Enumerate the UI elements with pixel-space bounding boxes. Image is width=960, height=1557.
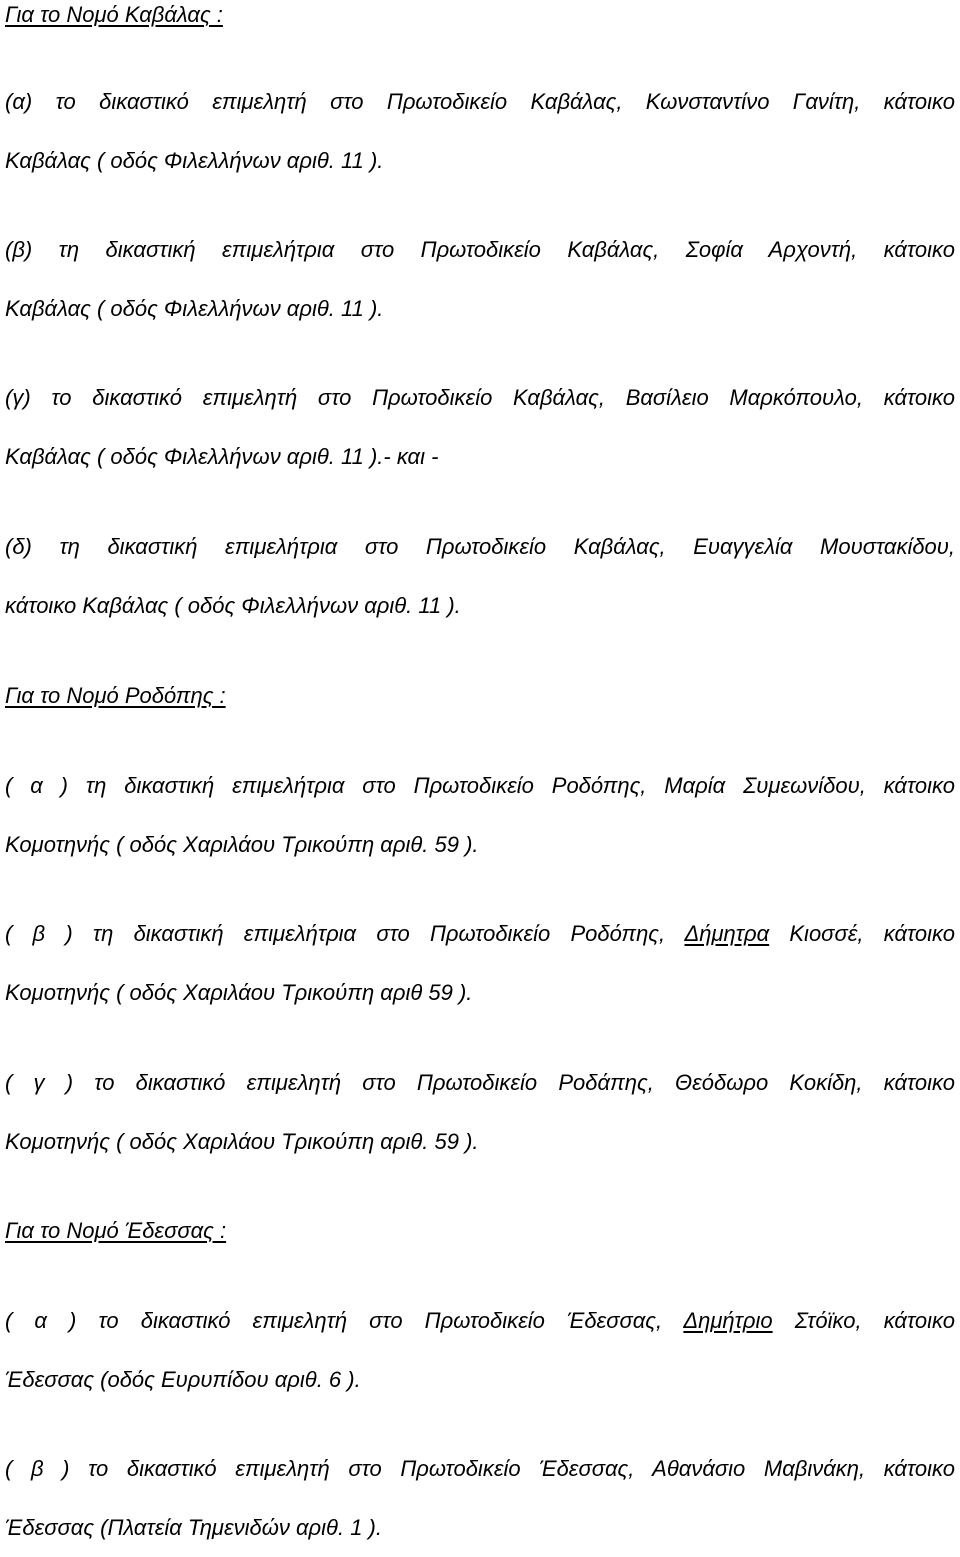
underlined-name: Δήμητρα xyxy=(684,921,770,946)
entry-line: (γ) το δικαστικό επιμελητή στο Πρωτοδικείο Καβάλας, Βασίλειο Μαρκόπουλο, κάτοικο xyxy=(5,385,955,410)
entry-kavala-d xyxy=(5,517,955,635)
entry-line: (α) το δικαστικό επιμελητή στο Πρωτοδικείο Καβάλας, Κωνσταντίνο Γανίτη, κάτοικο xyxy=(5,89,955,114)
heading-text: Για το Νομό Έδεσσας : xyxy=(5,1218,227,1243)
entry-rodopi-b xyxy=(5,904,955,1022)
entry-text: Κιοσσέ, κάτοικο xyxy=(769,921,956,946)
entry-line: Κομοτηνής ( οδός Χαριλάου Τρικούπη αριθ 59 ). xyxy=(5,980,473,1005)
entry-line: Καβάλας ( οδός Φιλελλήνων αριθ. 11 ). xyxy=(5,148,384,173)
entry-line: κάτοικο Καβάλας ( οδός Φιλελλήνων αριθ. 11 ). xyxy=(5,593,461,618)
entry-text: Στόϊκο, κάτοικο xyxy=(772,1308,955,1333)
entry-line: (β) τη δικαστική επιμελήτρια στο Πρωτοδικείο Καβάλας, Σοφία Αρχοντή, κάτοικο xyxy=(5,237,955,262)
entry-text: ( β ) τη δικαστική επιμελήτρια στο Πρωτοδικείο Ροδόπης, xyxy=(5,921,685,946)
entry-rodopi-c xyxy=(5,1053,955,1171)
entry-line: Καβάλας ( οδός Φιλελλήνων αριθ. 11 ).- και - xyxy=(5,444,439,469)
entry-line: Έδεσσας (Πλατεία Τημενιδών αριθ. 1 ). xyxy=(5,1515,382,1540)
section-heading-rodopi xyxy=(5,681,226,711)
entry-line: (δ) τη δικαστική επιμελήτρια στο Πρωτοδικείο Καβάλας, Ευαγγελία Μουστακίδου, xyxy=(5,534,955,559)
entry-line: ( α ) τη δικαστική επιμελήτρια στο Πρωτοδικείο Ροδόπης, Μαρία Συμεωνίδου, κάτοικο xyxy=(5,773,955,798)
entry-kavala-a xyxy=(5,72,955,190)
entry-text: ( α ) το δικαστικό επιμελητή στο Πρωτοδικείο Έδεσσας, xyxy=(5,1308,684,1333)
entry-kavala-c xyxy=(5,368,955,486)
section-heading-edessa xyxy=(5,1216,226,1246)
heading-text: Για το Νομό Καβάλας : xyxy=(5,2,223,27)
entry-kavala-b xyxy=(5,220,955,338)
entry-line: ( γ ) το δικαστικό επιμελητή στο Πρωτοδικείο Ροδάπης, Θεόδωρο Κοκίδη, κάτοικο xyxy=(5,1070,955,1095)
heading-text: Για το Νομό Ροδόπης : xyxy=(5,683,226,708)
underlined-name: Δημήτριο xyxy=(683,1308,773,1333)
entry-edessa-b xyxy=(5,1439,955,1557)
entry-line: Έδεσσας (οδός Ευρυπίδου αριθ. 6 ). xyxy=(5,1367,361,1392)
entry-line xyxy=(5,1291,955,1350)
entry-line: Κομοτηνής ( οδός Χαριλάου Τρικούπη αριθ. 59 ). xyxy=(5,832,479,857)
entry-line: Κομοτηνής ( οδός Χαριλάου Τρικούπη αριθ. 59 ). xyxy=(5,1129,479,1154)
entry-edessa-a xyxy=(5,1291,955,1409)
entry-line xyxy=(5,904,955,963)
entry-line: Καβάλας ( οδός Φιλελλήνων αριθ. 11 ). xyxy=(5,296,384,321)
entry-line: ( β ) το δικαστικό επιμελητή στο Πρωτοδικείο Έδεσσας, Αθανάσιο Μαβινάκη, κάτοικο xyxy=(5,1456,955,1481)
section-heading-kavala xyxy=(5,0,223,30)
entry-rodopi-a xyxy=(5,756,955,874)
